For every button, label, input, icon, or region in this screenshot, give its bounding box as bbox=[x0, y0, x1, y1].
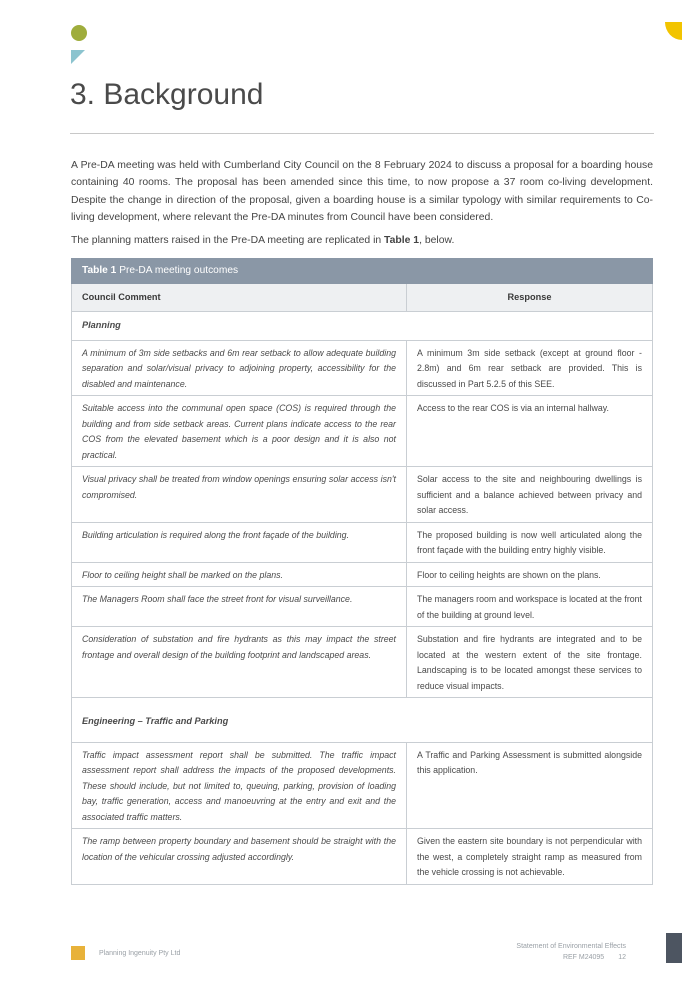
footer-company: Planning Ingenuity Pty Ltd bbox=[99, 950, 181, 957]
comment-cell: Traffic impact assessment report shall be submitted. The traffic impact assessment report shall address the impacts of the proposed developments. These should include, but not limited to, queuing, parking, provision of loading bay, traffic generation, access and manoeuvring at the entry and exit and the associated traffic matters. bbox=[72, 742, 407, 829]
table-header-row bbox=[72, 283, 653, 312]
section-label-planning: Planning bbox=[72, 312, 653, 341]
table-caption-label: Table 1 bbox=[82, 265, 117, 276]
title-divider bbox=[70, 133, 654, 134]
section-row-planning bbox=[72, 312, 653, 341]
footer-ref: REF M24095 bbox=[562, 954, 605, 961]
comment-cell: Building articulation is required along the front façade of the building. bbox=[72, 522, 407, 562]
table-row bbox=[72, 562, 653, 587]
response-cell: Solar access to the site and neighbouring dwellings is sufficient and a balance achieved between privacy and solar access. bbox=[407, 467, 653, 523]
intro-paragraph: A Pre-DA meeting was held with Cumberland City Council on the 8 February 2024 to discuss a proposal for a boarding house containing 40 rooms. The proposal has been amended since this time, to now propose a 37 room co-living development. Despite the change in direction of the proposal, given a boarding house is a similar typology with similar requirements to Co-living development, where relevant the Pre-DA minutes from Council have been considered. bbox=[71, 160, 653, 223]
footer-page-number: 12 bbox=[618, 954, 626, 961]
decorative-green-dot bbox=[71, 25, 87, 41]
table-row bbox=[72, 340, 653, 396]
table-row bbox=[72, 587, 653, 627]
comment-cell: Visual privacy shall be treated from window openings ensuring solar access isn't compromised. bbox=[72, 467, 407, 523]
comment-cell: The Managers Room shall face the street front for visual surveillance. bbox=[72, 587, 407, 627]
response-cell: Access to the rear COS is via an internal hallway. bbox=[407, 396, 653, 467]
decorative-teal-triangle bbox=[71, 50, 85, 64]
footer-accent-bar bbox=[666, 933, 682, 963]
response-cell: The proposed building is now well articulated along the front façade with the building entry highly visible. bbox=[407, 522, 653, 562]
page-title: 3. Background bbox=[70, 78, 264, 111]
footer-logo-square bbox=[71, 946, 85, 960]
table-row bbox=[72, 522, 653, 562]
table-caption bbox=[72, 259, 653, 284]
p2-text-before: The planning matters raised in the Pre-DA meeting are replicated in bbox=[71, 235, 385, 246]
comment-cell: The ramp between property boundary and basement should be straight with the location of the vehicular crossing adjusted accordingly. bbox=[72, 829, 407, 885]
comment-cell: Consideration of substation and fire hydrants as this may impact the street frontage and overall design of the building footprint and landscaped areas. bbox=[72, 627, 407, 698]
table-row bbox=[72, 396, 653, 467]
section-label-engineering: Engineering – Traffic and Parking bbox=[72, 698, 653, 743]
footer-ref-line bbox=[516, 952, 626, 963]
table-row bbox=[72, 467, 653, 523]
decorative-yellow-corner bbox=[665, 22, 682, 40]
table-row bbox=[72, 627, 653, 698]
footer-doc-title: Statement of Environmental Effects bbox=[516, 943, 626, 950]
column-header-response: Response bbox=[407, 283, 653, 312]
table-caption-row bbox=[72, 259, 653, 284]
table-caption-text: Pre-DA meeting outcomes bbox=[116, 265, 239, 276]
p2-text-after: , below. bbox=[419, 235, 455, 246]
response-cell: A Traffic and Parking Assessment is submitted alongside this application. bbox=[407, 742, 653, 829]
table-row bbox=[72, 829, 653, 885]
response-cell: Floor to ceiling heights are shown on the plans. bbox=[407, 562, 653, 587]
response-cell: Substation and fire hydrants are integrated and to be located at the western extent of the site frontage. Landscaping is to be located amongst these services to reduce visual impacts. bbox=[407, 627, 653, 698]
table-reference-paragraph bbox=[71, 232, 653, 249]
table-row bbox=[72, 742, 653, 829]
p2-table-ref: Table 1 bbox=[384, 235, 420, 246]
response-cell: A minimum 3m side setback (except at ground floor - 2.8m) and 6m rear setback are provided. This is discussed in Part 5.2.5 of this SEE. bbox=[407, 340, 653, 396]
column-header-comment: Council Comment bbox=[72, 283, 407, 312]
footer-document-info bbox=[516, 941, 626, 963]
comment-cell: A minimum of 3m side setbacks and 6m rear setback to allow adequate building separation and solar/visual privacy to adjoining property, accessibility for the disabled and maintenance. bbox=[72, 340, 407, 396]
comment-cell: Suitable access into the communal open space (COS) is required through the building and from side setback areas. Current plans indicate access to the rear COS from the elevated basement which is a poor design and it is also not practical. bbox=[72, 396, 407, 467]
pre-da-outcomes-table bbox=[71, 258, 653, 885]
comment-cell: Floor to ceiling height shall be marked on the plans. bbox=[72, 562, 407, 587]
section-row-engineering bbox=[72, 698, 653, 743]
response-cell: The managers room and workspace is located at the front of the building at ground level. bbox=[407, 587, 653, 627]
response-cell: Given the eastern site boundary is not perpendicular with the west, a completely straight ramp as measured from the vehicle crossing is not achievable. bbox=[407, 829, 653, 885]
